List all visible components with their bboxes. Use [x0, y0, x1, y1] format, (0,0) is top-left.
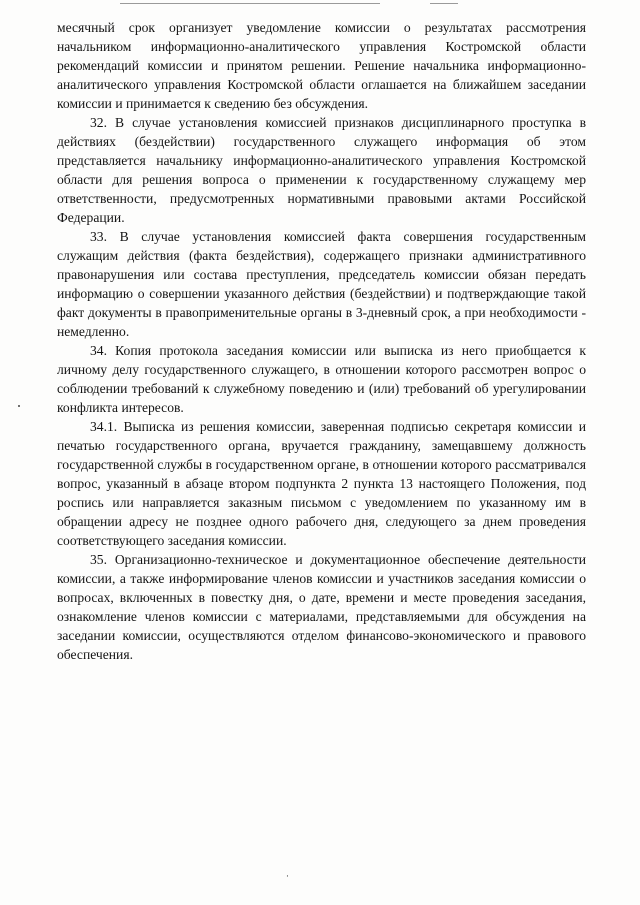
paragraph-33: 33. В случае установления комиссией факта совершения государственным служащим действия (факта бездействия), содержащего признаки административного правонарушения или состава преступления, председатель комиссии обязан передать информацию о совершении указанного действия (бездействии) и подтверждающие такой факт документы в правоприменительные органы в 3-дневный срок, а при необходимости - немедленно. — [57, 229, 586, 339]
top-edge-rule-short — [430, 3, 458, 4]
paragraph-continuation: месячный срок организует уведомление комиссии о результатах рассмотрения начальником информационно-аналитического управления Костромской области рекомендаций комиссии и принятом решении. Решение начальника информационно-аналитического управления Костромской области оглашается на ближайшем заседании комиссии и принимается к сведению без обсуждения. — [57, 20, 586, 111]
margin-speck — [18, 405, 20, 407]
paragraph-32: 32. В случае установления комиссией признаков дисциплинарного проступка в действиях (бездействии) государственного служащего информация об этом представляется начальнику информационно-аналитического управления Костромской области для решения вопроса о применении к государственному служащему мер ответственности, предусмотренных нормативными правовыми актами Российской Федерации. — [57, 115, 586, 225]
paragraph-34: 34. Копия протокола заседания комиссии или выписка из него приобщается к личному делу государственного служащего, в отношении которого рассмотрен вопрос о соблюдении требований к служебному поведению и (или) требований об урегулировании конфликта интересов. — [57, 343, 586, 415]
top-edge-rule — [120, 3, 380, 4]
paragraph-35: 35. Организационно-техническое и документационное обеспечение деятельности комиссии, а также информирование членов комиссии и участников заседания комиссии о вопросах, включенных в повестку дня, о дате, времени и месте проведения заседания, ознакомление членов комиссии с материалами, представляемыми для обсуждения на заседании комиссии, осуществляются отделом финансово-экономического и правового обеспечения. — [57, 552, 586, 662]
document-body — [57, 18, 586, 664]
page-footer-mark: · — [286, 872, 289, 882]
paragraph-34-1: 34.1. Выписка из решения комиссии, заверенная подписью секретаря комиссии и печатью государственного органа, вручается гражданину, замещавшему должность государственной службы в государственном органе, в отношении которого рассматривался вопрос, указанный в абзаце втором подпункта 2 пункта 13 настоящего Положения, под роспись или направляется заказным письмом с уведомлением по указанному им в обращении адресу не позднее одного рабочего дня, следующего за днем проведения соответствующего заседания комиссии. — [57, 419, 586, 548]
